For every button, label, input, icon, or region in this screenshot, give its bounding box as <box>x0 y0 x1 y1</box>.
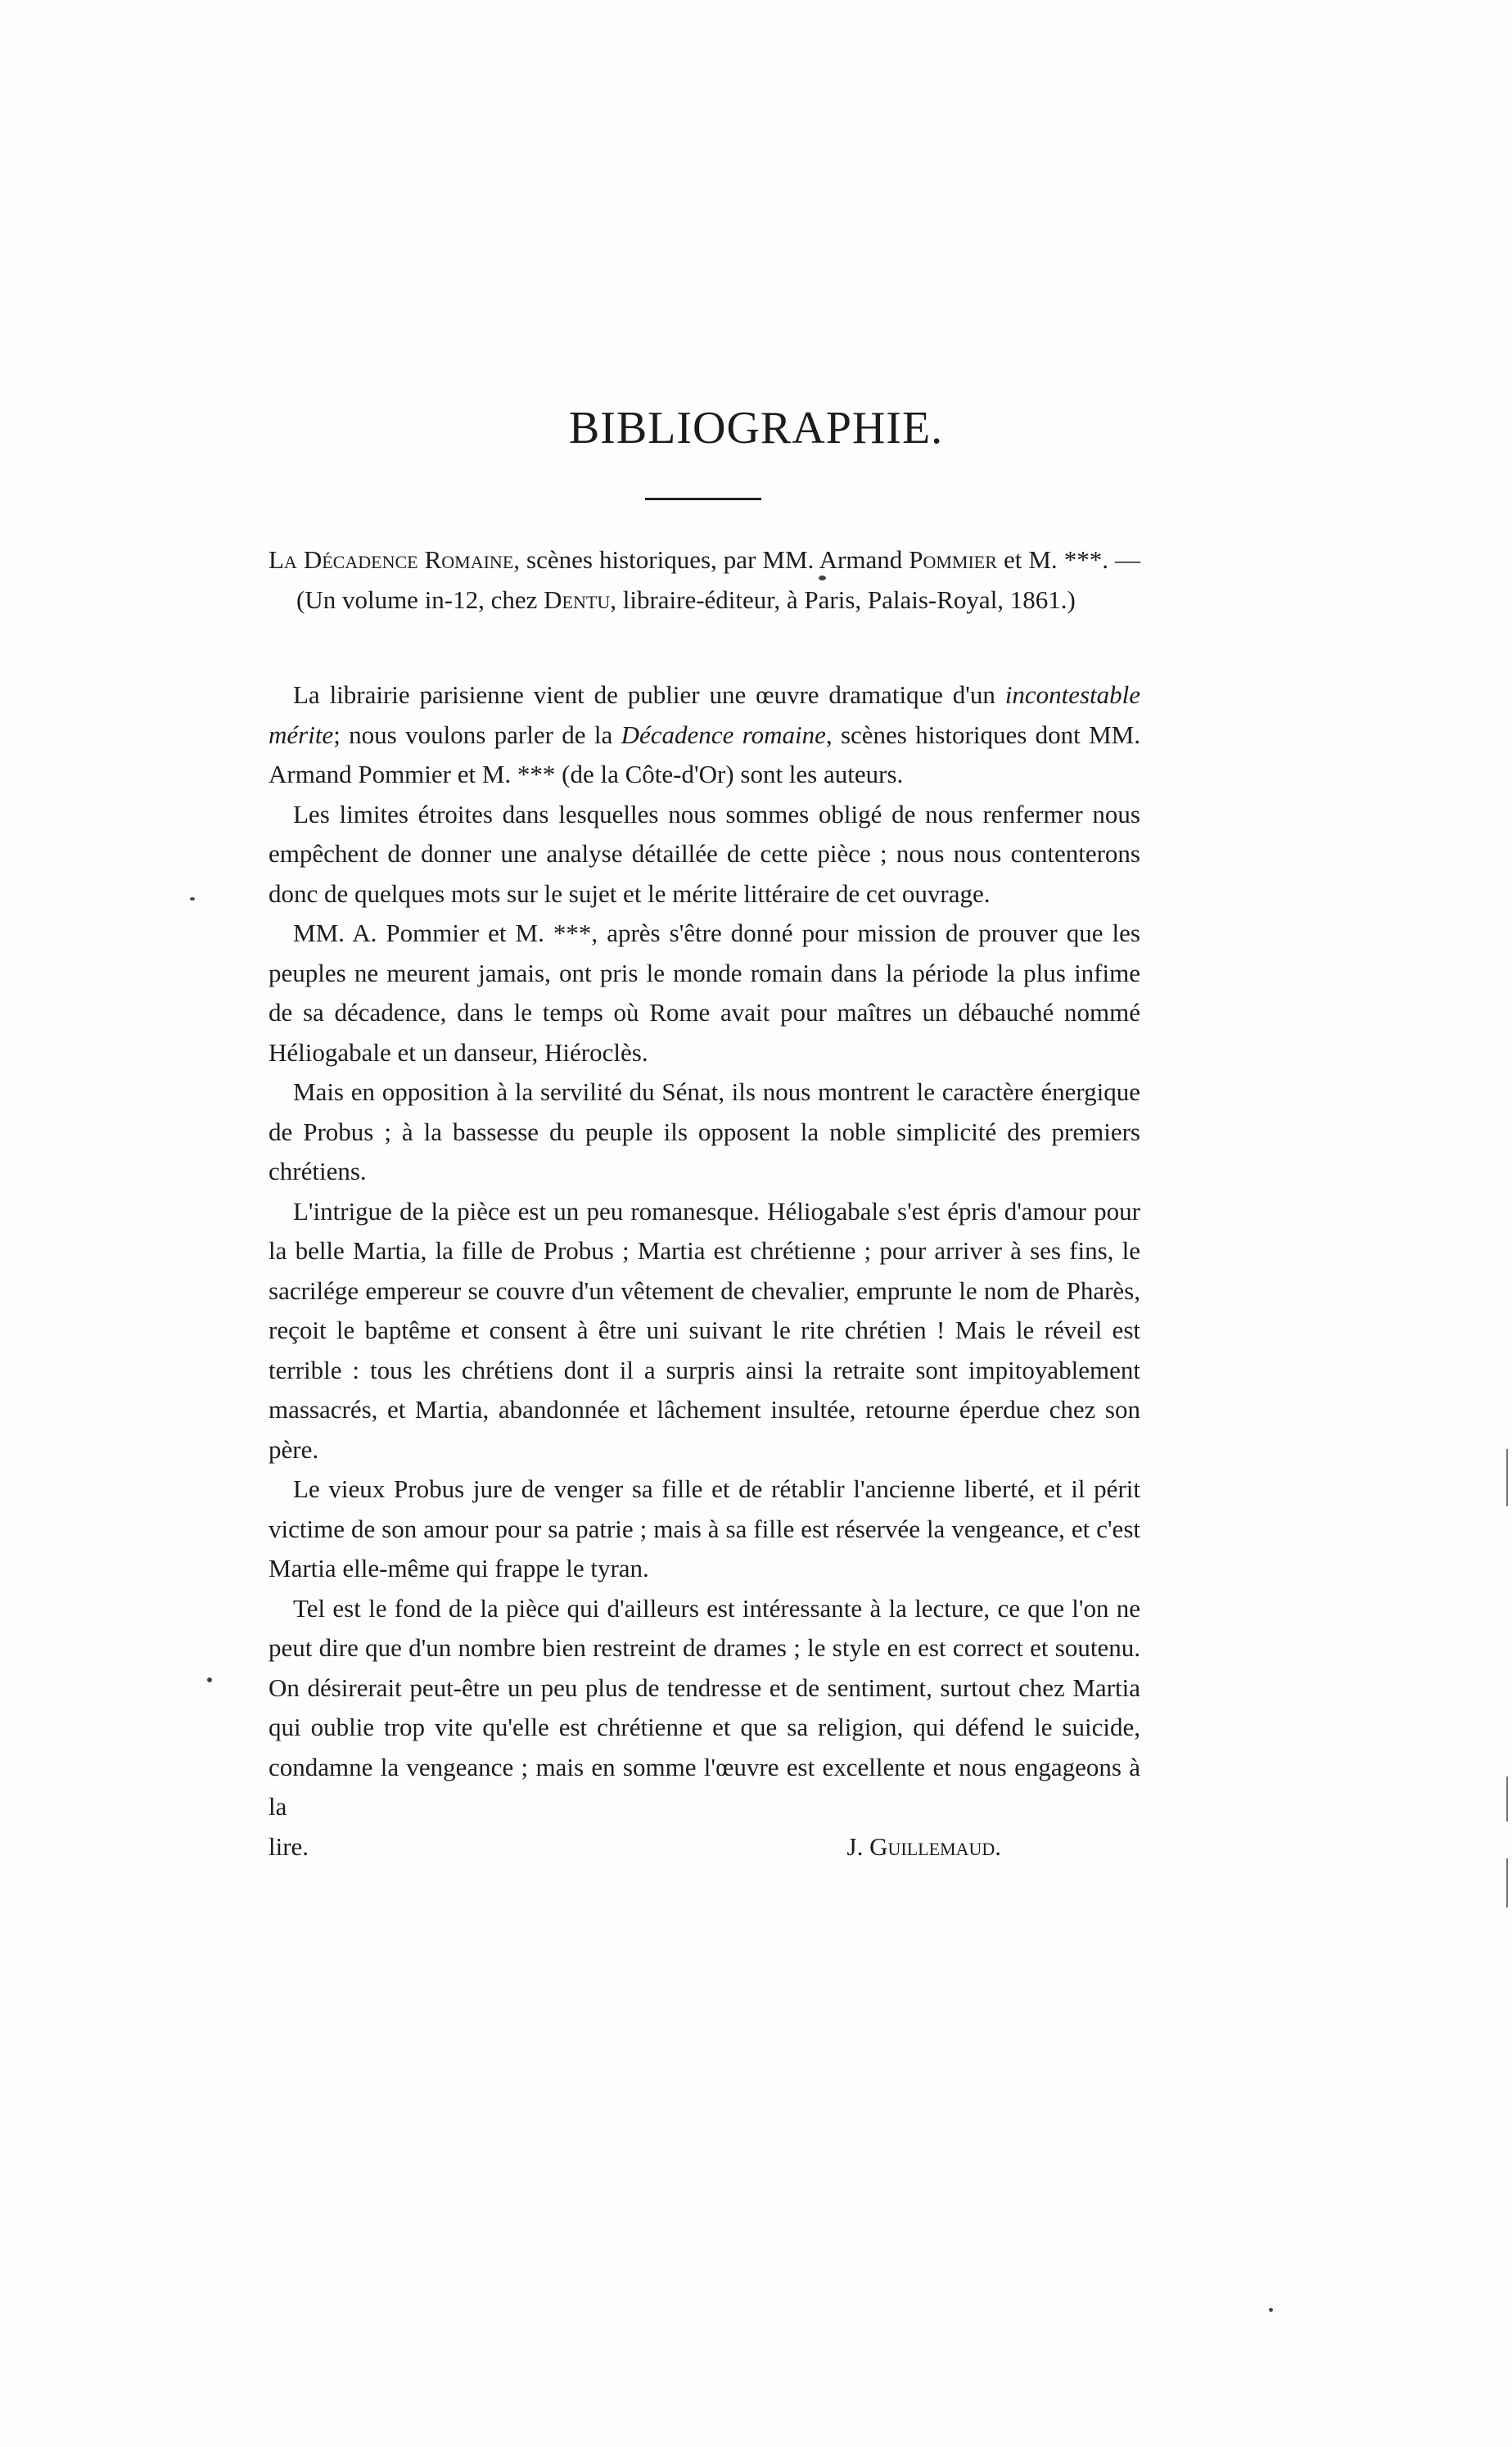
scan-edge-mark <box>1506 1449 1508 1506</box>
bibliographic-reference <box>269 540 1140 620</box>
scan-speck <box>819 576 826 580</box>
closing-line <box>269 1827 1140 1867</box>
paragraph-intro <box>269 675 1140 795</box>
work-title: La Décadence Romaine <box>269 545 514 574</box>
paragraph: Tel est le fond de la pièce qui d'ailleurs est intéressante à la lecture, ce que l'on ne peut dire que d'un nombre bien restreint de drames ; le style en est correct et soutenu. On désirerait peut-être un peu plus de tendresse et de sentiment, surtout chez Martia qui oublie trop vite qu'elle est chrétienne et que sa religion, qui défend le suicide, condamne la vengeance ; mais en somme l'œuvre est excellente et nous engageons à la <box>269 1593 1140 1821</box>
paragraph: Le vieux Probus jure de venger sa fille et de rétablir l'ancienne liberté, et il périt victime de son amour pour sa patrie ; mais à sa fille est réservée la vengeance, et c'est Martia elle-même qui frappe le tyran. <box>269 1474 1140 1582</box>
scan-speck <box>1269 2308 1273 2312</box>
intro-italic-2: Décadence romaine <box>621 720 826 749</box>
scan-speck <box>207 1677 212 1682</box>
reference-text-3: , libraire-éditeur, à Paris, Palais-Royal, 1861.) <box>610 585 1076 614</box>
scan-edge-mark <box>1506 1858 1508 1907</box>
paragraph: MM. A. Pommier et M. ***, après s'être donné pour mission de prouver que les peuples ne meurent jamais, ont pris le monde romain dans la période la plus infime de sa décadence, dans le temps où Rome avait pour maîtres un débauché nommé Héliogabale et un danseur, Hiéroclès. <box>269 919 1140 1067</box>
author-name: Pommier <box>909 545 997 574</box>
scan-edge-mark <box>1506 1777 1508 1822</box>
paragraph: Mais en opposition à la servilité du Sénat, ils nous montrent le caractère énergique de Probus ; à la bassesse du peuple ils opposent la noble simplicité des premiers chrétiens. <box>269 1077 1140 1185</box>
paragraph: L'intrigue de la pièce est un peu romanesque. Héliogabale s'est épris d'amour pour la belle Martia, la fille de Probus ; Martia est chrétienne ; pour arriver à ses fins, le sacrilége empereur se couvre d'un vêtement de chevalier, emprunte le nom de Pharès, reçoit le baptême et consent à être uni suivant le rite chrétien ! Mais le réveil est terrible : tous les chrétiens dont il a surpris ainsi la retraite sont impitoyablement massacrés, et Martia, abandonnée et lâchement insultée, retourne éperdue chez son père. <box>269 1196 1140 1464</box>
section-gap <box>269 620 1140 675</box>
title-rule <box>645 498 761 500</box>
closing-word: lire. <box>269 1831 309 1861</box>
article-body <box>269 540 1140 1867</box>
reference-text-2: et M. ***. — (Un volume in-12, chez <box>296 545 1140 614</box>
intro-text-3: , scènes historiques dont MM. Armand Pommier et M. *** (de la Côte-d'Or) sont les auteurs. <box>269 720 1140 788</box>
intro-italic-1: incontestable mérite <box>269 680 1140 749</box>
intro-text-1: La librairie parisienne vient de publier une œuvre dramatique d'un <box>293 680 1005 709</box>
author-signature: J. Guillemaud. <box>846 1831 1001 1861</box>
scan-speck <box>190 897 195 901</box>
page-title: BIBLIOGRAPHIE. <box>568 403 944 454</box>
paragraph: Les limites étroites dans lesquelles nous sommes obligé de nous renfermer nous empêchent de donner une analyse détaillée de cette pièce ; nous nous contenterons donc de quelques mots sur le sujet et le mérite littéraire de cet ouvrage. <box>269 799 1140 908</box>
intro-text-2: ; nous voulons parler de la <box>333 720 621 749</box>
publisher-name: Dentu <box>544 585 611 614</box>
reference-text-1: , scènes historiques, par MM. Armand <box>513 545 909 574</box>
